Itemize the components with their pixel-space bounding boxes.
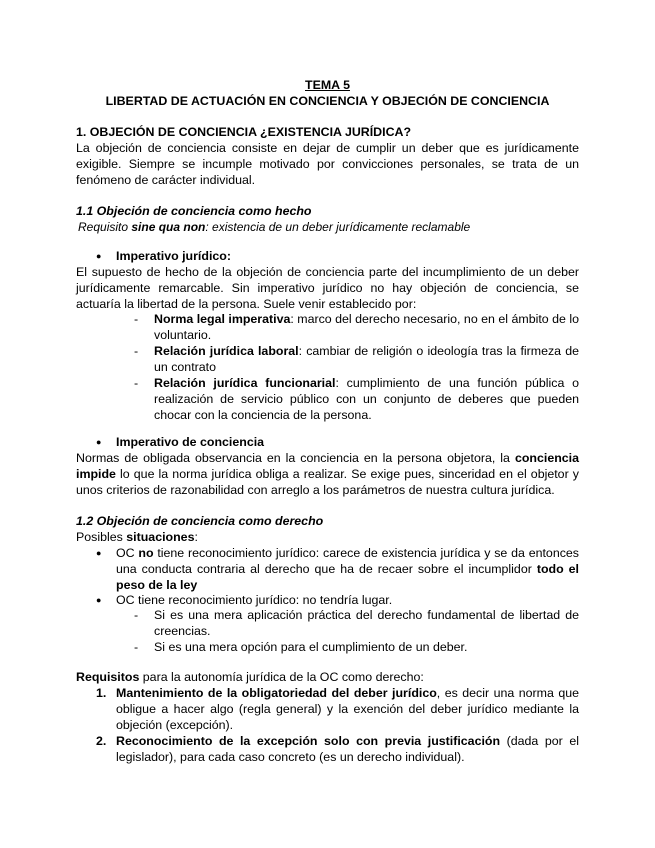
no-bold: no	[138, 546, 154, 560]
list-item: - Si es una mera opción para el cumplimiento de un deber.	[134, 639, 579, 655]
list-item-bold: Norma legal imperativa	[154, 312, 291, 326]
text-span: OC tiene reconocimiento jurídico: no tendría lugar.	[116, 593, 393, 607]
imperativo-conciencia-text	[76, 450, 579, 498]
requisito-sine-qua-non: sine qua non	[131, 220, 206, 234]
conciencia-impide-bold: conciencia impide	[76, 451, 579, 481]
imperativo-juridico-label: Imperativo jurídico:	[116, 249, 231, 263]
bullet-oc-no-reconocimiento	[76, 545, 579, 593]
list-item-text: : cumplimiento de una función pública o realización de servicio público con un conjunto de deberes que pueden chocar con la conciencia de la persona.	[154, 376, 579, 422]
imperativo-juridico-text: El supuesto de hecho de la objeción de conciencia parte del incumplimiento de un deber jurídicamente remarcable. Sin imperativo jurídico no hay objeción de conciencia, se actuaría la libertad de la persona. Suele venir establecido por:	[76, 265, 579, 311]
requisitos-bold: Requisitos	[76, 670, 140, 684]
list-item-bold: Reconocimiento de la excepción solo con previa justificación	[116, 734, 501, 748]
bullet-imperativo-juridico	[76, 248, 579, 264]
bullet-imperativo-conciencia	[76, 434, 579, 450]
oc-reconocimiento-list	[134, 607, 579, 655]
requisito-text: : existencia de un deber jurídicamente reclamable	[205, 220, 471, 234]
requisitos-intro	[76, 669, 424, 685]
list-item-bold: Mantenimiento de la obligatoriedad del deber jurídico	[116, 686, 437, 700]
requisito-prefix: Requisito	[78, 220, 132, 234]
text-span: Posibles	[76, 530, 127, 544]
posibles-situaciones	[76, 529, 198, 545]
section-1-heading: 1. OBJECIÓN DE CONCIENCIA ¿EXISTENCIA JURÍDICA?	[76, 125, 412, 139]
list-item-text: (dada por el legislador), para cada caso concreto (es un derecho individual).	[116, 734, 579, 764]
list-item-bold: Relación jurídica funcionarial	[154, 376, 336, 390]
subsection-1-2-heading: 1.2 Objeción de conciencia como derecho	[76, 514, 324, 528]
list-item	[134, 343, 579, 375]
list-number: 1.	[96, 686, 107, 700]
peso-ley-bold: todo el peso de la ley	[116, 562, 580, 592]
subsection-1-1-heading: 1.1 Objeción de conciencia como hecho	[76, 204, 312, 218]
list-item	[76, 685, 579, 733]
requisitos-list	[76, 685, 579, 765]
list-item	[134, 311, 579, 343]
list-item-text: , es decir una norma que obligue a hacer algo (regla general) y la exención del deber jurídico mediante la objeción (excepción).	[116, 686, 579, 732]
text-span: lo que la norma jurídica obliga a realizar. Se exige pues, sinceridad en el objetor y unos criterios de razonabilidad con arreglo a los parámetros de nuestra cultura jurídica.	[76, 467, 579, 497]
list-item: - Si es una mera aplicación práctica del derecho fundamental de libertad de creencias.	[134, 607, 579, 639]
list-item	[76, 733, 579, 765]
list-number: 2.	[96, 734, 107, 748]
list-item-bold: Relación jurídica laboral	[154, 344, 299, 358]
imperativo-conciencia-label: Imperativo de conciencia	[116, 435, 265, 449]
text-span: OC	[116, 546, 139, 560]
situaciones-bold: situaciones	[126, 530, 195, 544]
section-1-intro: La objeción de conciencia consiste en dejar de cumplir un deber que es jurídicamente exigible. Siempre se incumple motivado por convicciones personales, se trata de un fenómeno de carácter individual.	[76, 141, 579, 187]
list-item	[134, 375, 579, 423]
imperativo-juridico-list	[134, 311, 579, 423]
list-item-text: : cambiar de religión o ideología tras la firmeza de un contrato	[154, 344, 579, 374]
text-span: Normas de obligada observancia en la conciencia en la persona objetora, la	[76, 451, 515, 465]
doc-title: LIBERTAD DE ACTUACIÓN EN CONCIENCIA Y OBJECIÓN DE CONCIENCIA	[105, 94, 550, 108]
text-span: para la autonomía jurídica de la OC como derecho:	[139, 670, 424, 684]
list-item-text: : marco del derecho necesario, no en el ámbito de lo voluntario.	[154, 312, 579, 342]
requisito-line	[78, 219, 470, 235]
text-span: tiene reconocimiento jurídico: carece de existencia jurídica y se da entonces una conducta contraria al derecho que ha de recaer sobre el incumplidor	[116, 546, 579, 576]
bullet-oc-reconocimiento	[76, 592, 579, 608]
doc-tema-label: TEMA 5	[305, 78, 350, 92]
text-span: :	[194, 530, 198, 544]
